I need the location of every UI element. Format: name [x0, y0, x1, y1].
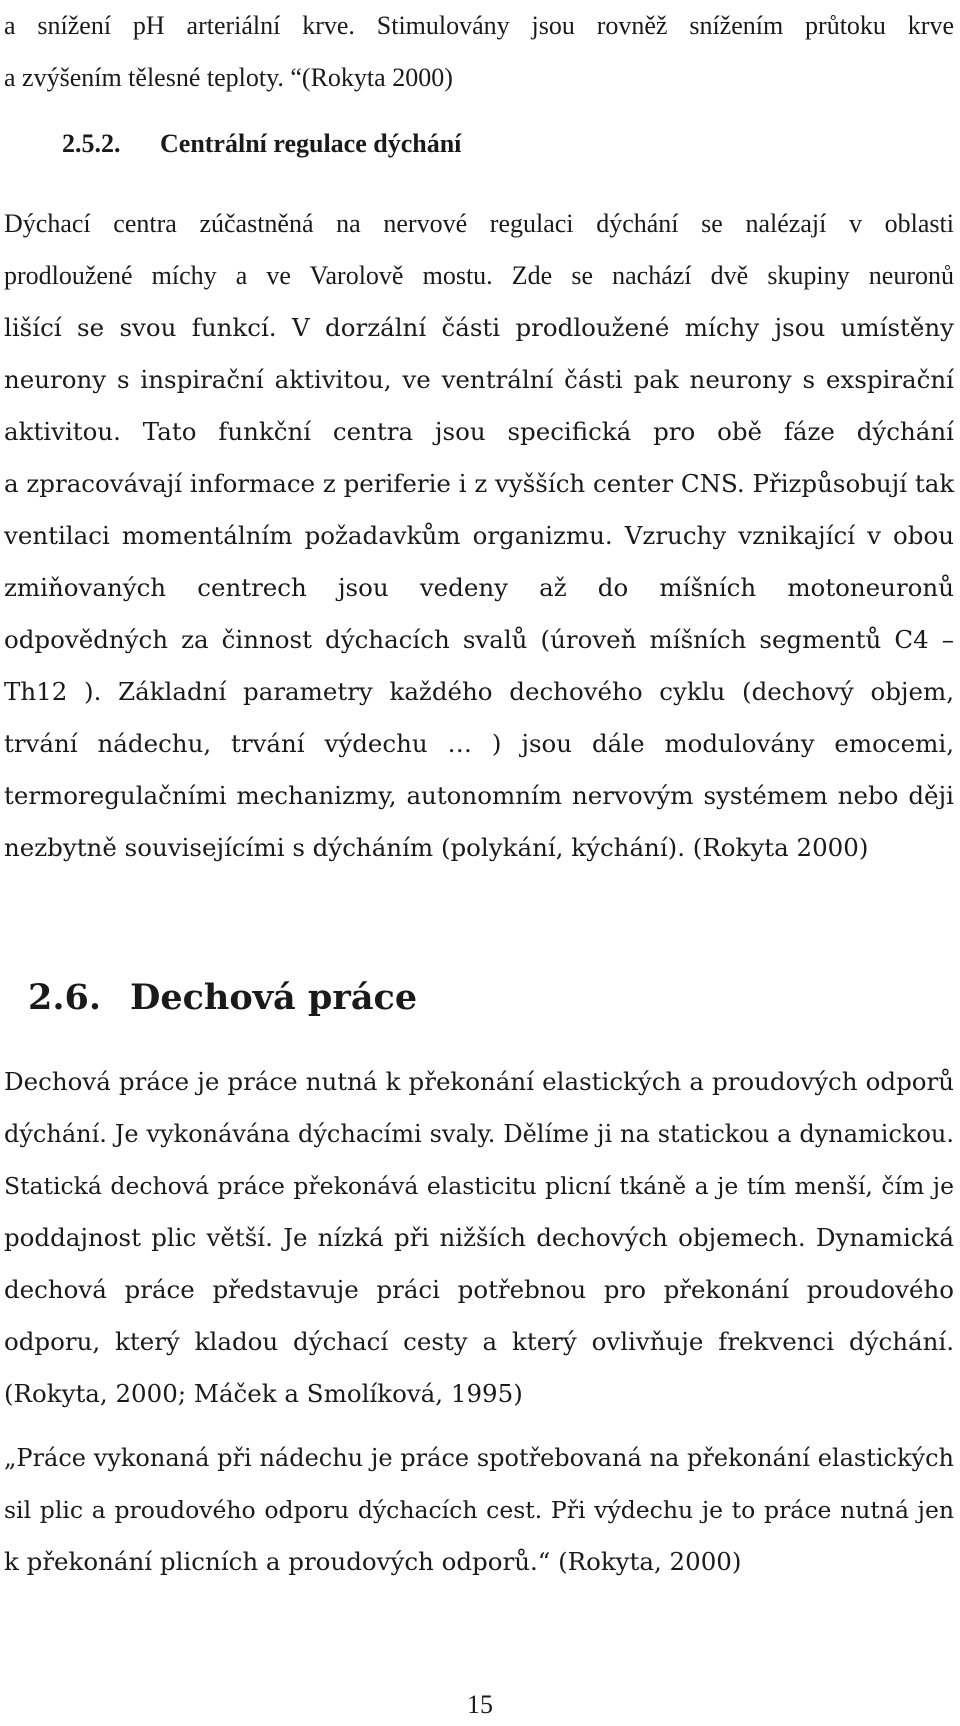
paragraph-central-regulation — [4, 198, 954, 874]
text-line: trvání nádechu, trvání výdechu … ) jsou dále modulovány emocemi, — [4, 729, 954, 758]
text-line: odpovědných za činnost dýchacích svalů (úroveň míšních segmentů C4 – — [4, 625, 954, 654]
text-line: a zpracovávají informace z periferie i z vyšších center CNS. Přizpůsobují tak — [4, 469, 955, 498]
text-line: dýchání. Je vykonávána dýchacími svaly. Dělíme ji na statickou a dynamickou. — [4, 1120, 954, 1148]
text-line: k překonání plicních a proudových odporů.“ (Rokyta, 2000) — [4, 1547, 742, 1576]
text-line: sil plic a proudového odporu dýchacích cest. Při výdechu je to práce nutná jen — [4, 1496, 954, 1524]
text-line: a snížení pH arteriální krve. Stimulovány jsou rovněž snížením průtoku krve — [4, 11, 954, 40]
text-line: aktivitou. Tato funkční centra jsou specifická pro obě fáze dýchání — [4, 417, 954, 446]
heading-number: 2.6. — [28, 977, 102, 1018]
text-line: Th12 ). Základní parametry každého dechového cyklu (dechový objem, — [4, 677, 954, 706]
page-number: 15 — [467, 1690, 493, 1719]
text-line: dechová práce představuje práci potřebnou pro překonání proudového — [4, 1275, 954, 1304]
text-line: neurony s inspirační aktivitou, ve ventrální části pak neurony s exspirační — [4, 365, 954, 394]
section-subheading — [62, 118, 461, 170]
text-line: a zvýšením tělesné teploty. “(Rokyta 2000) — [4, 63, 453, 92]
text-line: (Rokyta, 2000; Máček a Smolíková, 1995) — [4, 1379, 523, 1408]
text-line: Statická dechová práce překonává elasticitu plicní tkáně a je tím menší, čím je — [4, 1172, 954, 1200]
text-line: ventilaci momentálním požadavkům organizmu. Vzruchy vznikající v obou — [4, 521, 954, 550]
text-line: Dechová práce je práce nutná k překonání elastických a proudových odporů — [4, 1067, 954, 1096]
text-line: nezbytně souvisejícími s dýcháním (polykání, kýchání). (Rokyta 2000) — [4, 833, 869, 862]
text-line: termoregulačními mechanizmy, autonomním nervovým systémem nebo ději — [4, 781, 954, 810]
subheading-number: 2.5.2. — [62, 129, 121, 158]
paragraph-quote — [4, 1432, 954, 1588]
text-line: „Práce vykonaná při nádechu je práce spotřebovaná na překonání elastických — [4, 1444, 954, 1472]
continued-paragraph — [4, 0, 954, 104]
section-heading — [28, 968, 417, 1028]
paragraph-breathing-work — [4, 1056, 954, 1420]
subheading-title: Centrální regulace dýchání — [160, 129, 462, 158]
text-line: odporu, který kladou dýchací cesty a který ovlivňuje frekvenci dýchání. — [4, 1327, 954, 1356]
text-line: lišící se svou funkcí. V dorzální části prodloužené míchy jsou umístěny — [4, 313, 954, 342]
text-line: zmiňovaných centrech jsou vedeny až do míšních motoneuronů — [4, 573, 954, 602]
text-line: poddajnost plic větší. Je nízká při nižších dechových objemech. Dynamická — [4, 1223, 954, 1252]
text-line: Dýchací centra zúčastněná na nervové regulaci dýchání se nalézají v oblasti — [4, 209, 954, 238]
text-line: prodloužené míchy a ve Varolově mostu. Zde se nachází dvě skupiny neuronů — [4, 261, 954, 290]
heading-title: Dechová práce — [130, 977, 418, 1018]
